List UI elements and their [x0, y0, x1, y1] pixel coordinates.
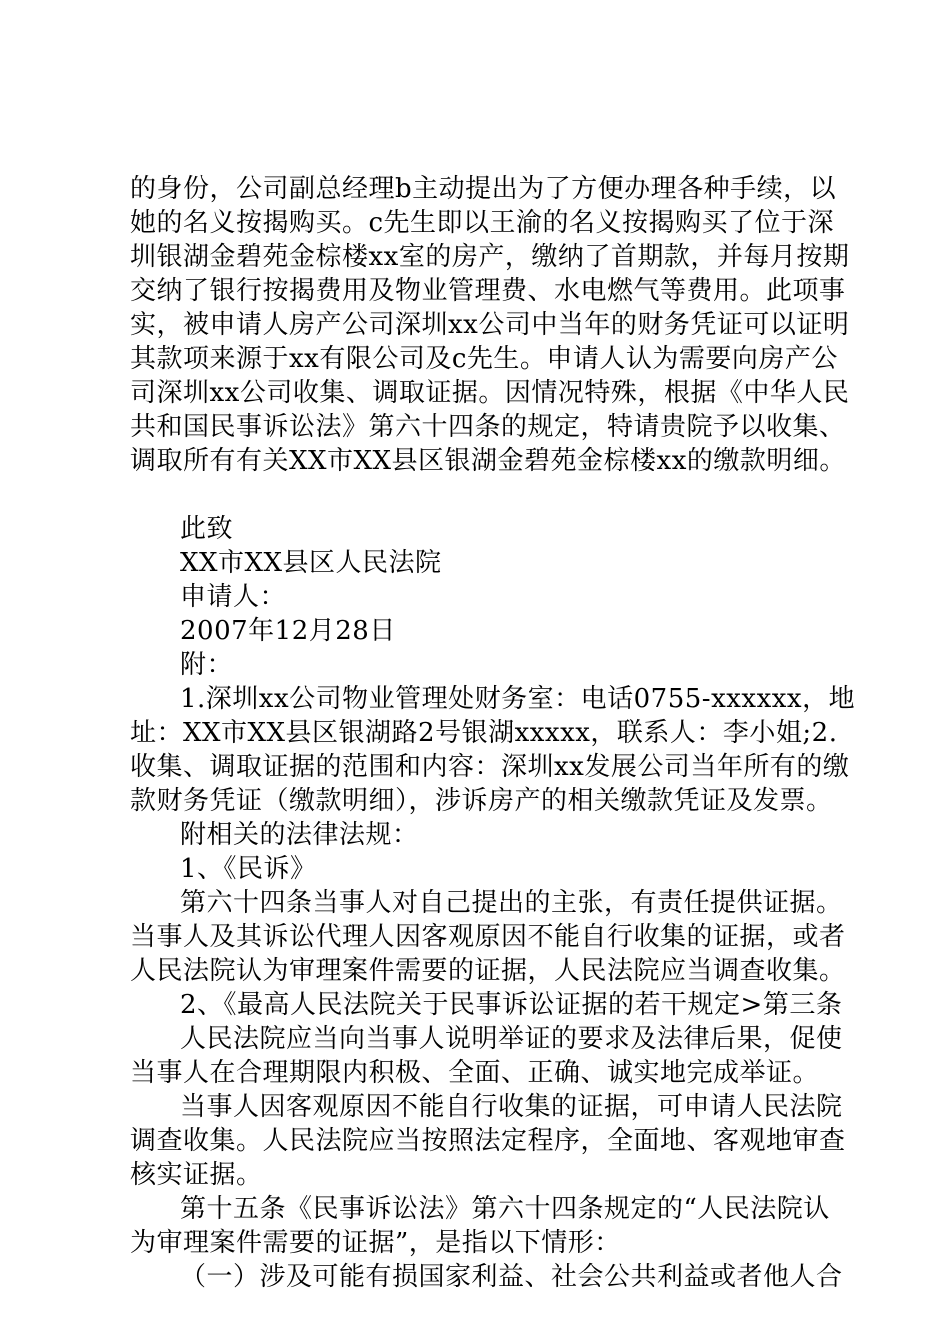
attachment-line: 址：XX市XX县区银湖路2号银湖xxxxx，联系人：李小姐;2. — [130, 718, 838, 748]
law-text-line: 当事人及其诉讼代理人因客观原因不能自行收集的证据，或者 — [130, 922, 846, 952]
attachment-label: 附： — [180, 650, 234, 680]
law-text-line: 人民法院认为审理案件需要的证据，人民法院应当调查收集。 — [130, 956, 846, 986]
attachment-line: 款财务凭证（缴款明细），涉诉房产的相关缴款凭证及发票。 — [130, 786, 833, 816]
salutation: 此致 — [180, 514, 234, 544]
body-line: 调取所有有关XX市XX县区银湖金碧苑金棕楼xx的缴款明细。 — [130, 446, 846, 476]
attachment-line: 收集、调取证据的范围和内容：深圳xx发展公司当年所有的缴 — [130, 752, 850, 782]
attachment-line: 1.深圳xx公司物业管理处财务室：电话0755-xxxxxx，地 — [180, 684, 856, 714]
section-heading: 附相关的法律法规： — [180, 820, 419, 850]
body-line: 的身份，公司副总经理b主动提出为了方便办理各种手续，以 — [130, 174, 837, 204]
law-text-line: 当事人因客观原因不能自行收集的证据，可申请人民法院 — [180, 1092, 843, 1122]
law-text-line: 第六十四条当事人对自己提出的主张，有责任提供证据。 — [180, 888, 843, 918]
law-text-line: 人民法院应当向当事人说明举证的要求及法律后果，促使 — [180, 1024, 843, 1054]
body-line: 交纳了银行按揭费用及物业管理费、水电燃气等费用。此项事 — [130, 276, 846, 306]
body-line: 共和国民事诉讼法》第六十四条的规定，特请贵院予以收集、 — [130, 412, 846, 442]
body-line: 实，被申请人房产公司深圳xx公司中当年的财务凭证可以证明 — [130, 310, 850, 340]
section-heading: 1、《民诉》 — [180, 854, 317, 884]
section-heading: 2、《最高人民法院关于民事诉讼证据的若干规定>第三条 — [180, 990, 843, 1020]
law-text-line: （一）涉及可能有损国家利益、社会公共利益或者他人合 — [180, 1262, 843, 1292]
court-name: XX市XX县区人民法院 — [180, 548, 442, 578]
body-line: 司深圳xx公司收集、调取证据。因情况特殊，根据《中华人民 — [130, 378, 850, 408]
document-date: 2007年12月28日 — [180, 616, 396, 646]
law-text-line: 调查收集。人民法院应当按照法定程序，全面地、客观地审查 — [130, 1126, 846, 1156]
body-line: 圳银湖金碧苑金棕楼xx室的房产，缴纳了首期款，并每月按期 — [130, 242, 850, 272]
applicant-label: 申请人： — [180, 582, 287, 612]
body-line: 她的名义按揭购买。c先生即以王渝的名义按揭购买了位于深 — [130, 208, 835, 238]
law-text-line: 第十五条《民事诉讼法》第六十四条规定的“人民法院认 — [180, 1194, 830, 1224]
body-line: 其款项来源于xx有限公司及c先生。申请人认为需要向房产公 — [130, 344, 838, 374]
law-text-line: 核实证据。 — [130, 1160, 263, 1190]
law-text-line: 为审理案件需要的证据”，是指以下情形： — [130, 1228, 621, 1258]
law-text-line: 当事人在合理期限内积极、全面、正确、诚实地完成举证。 — [130, 1058, 820, 1088]
